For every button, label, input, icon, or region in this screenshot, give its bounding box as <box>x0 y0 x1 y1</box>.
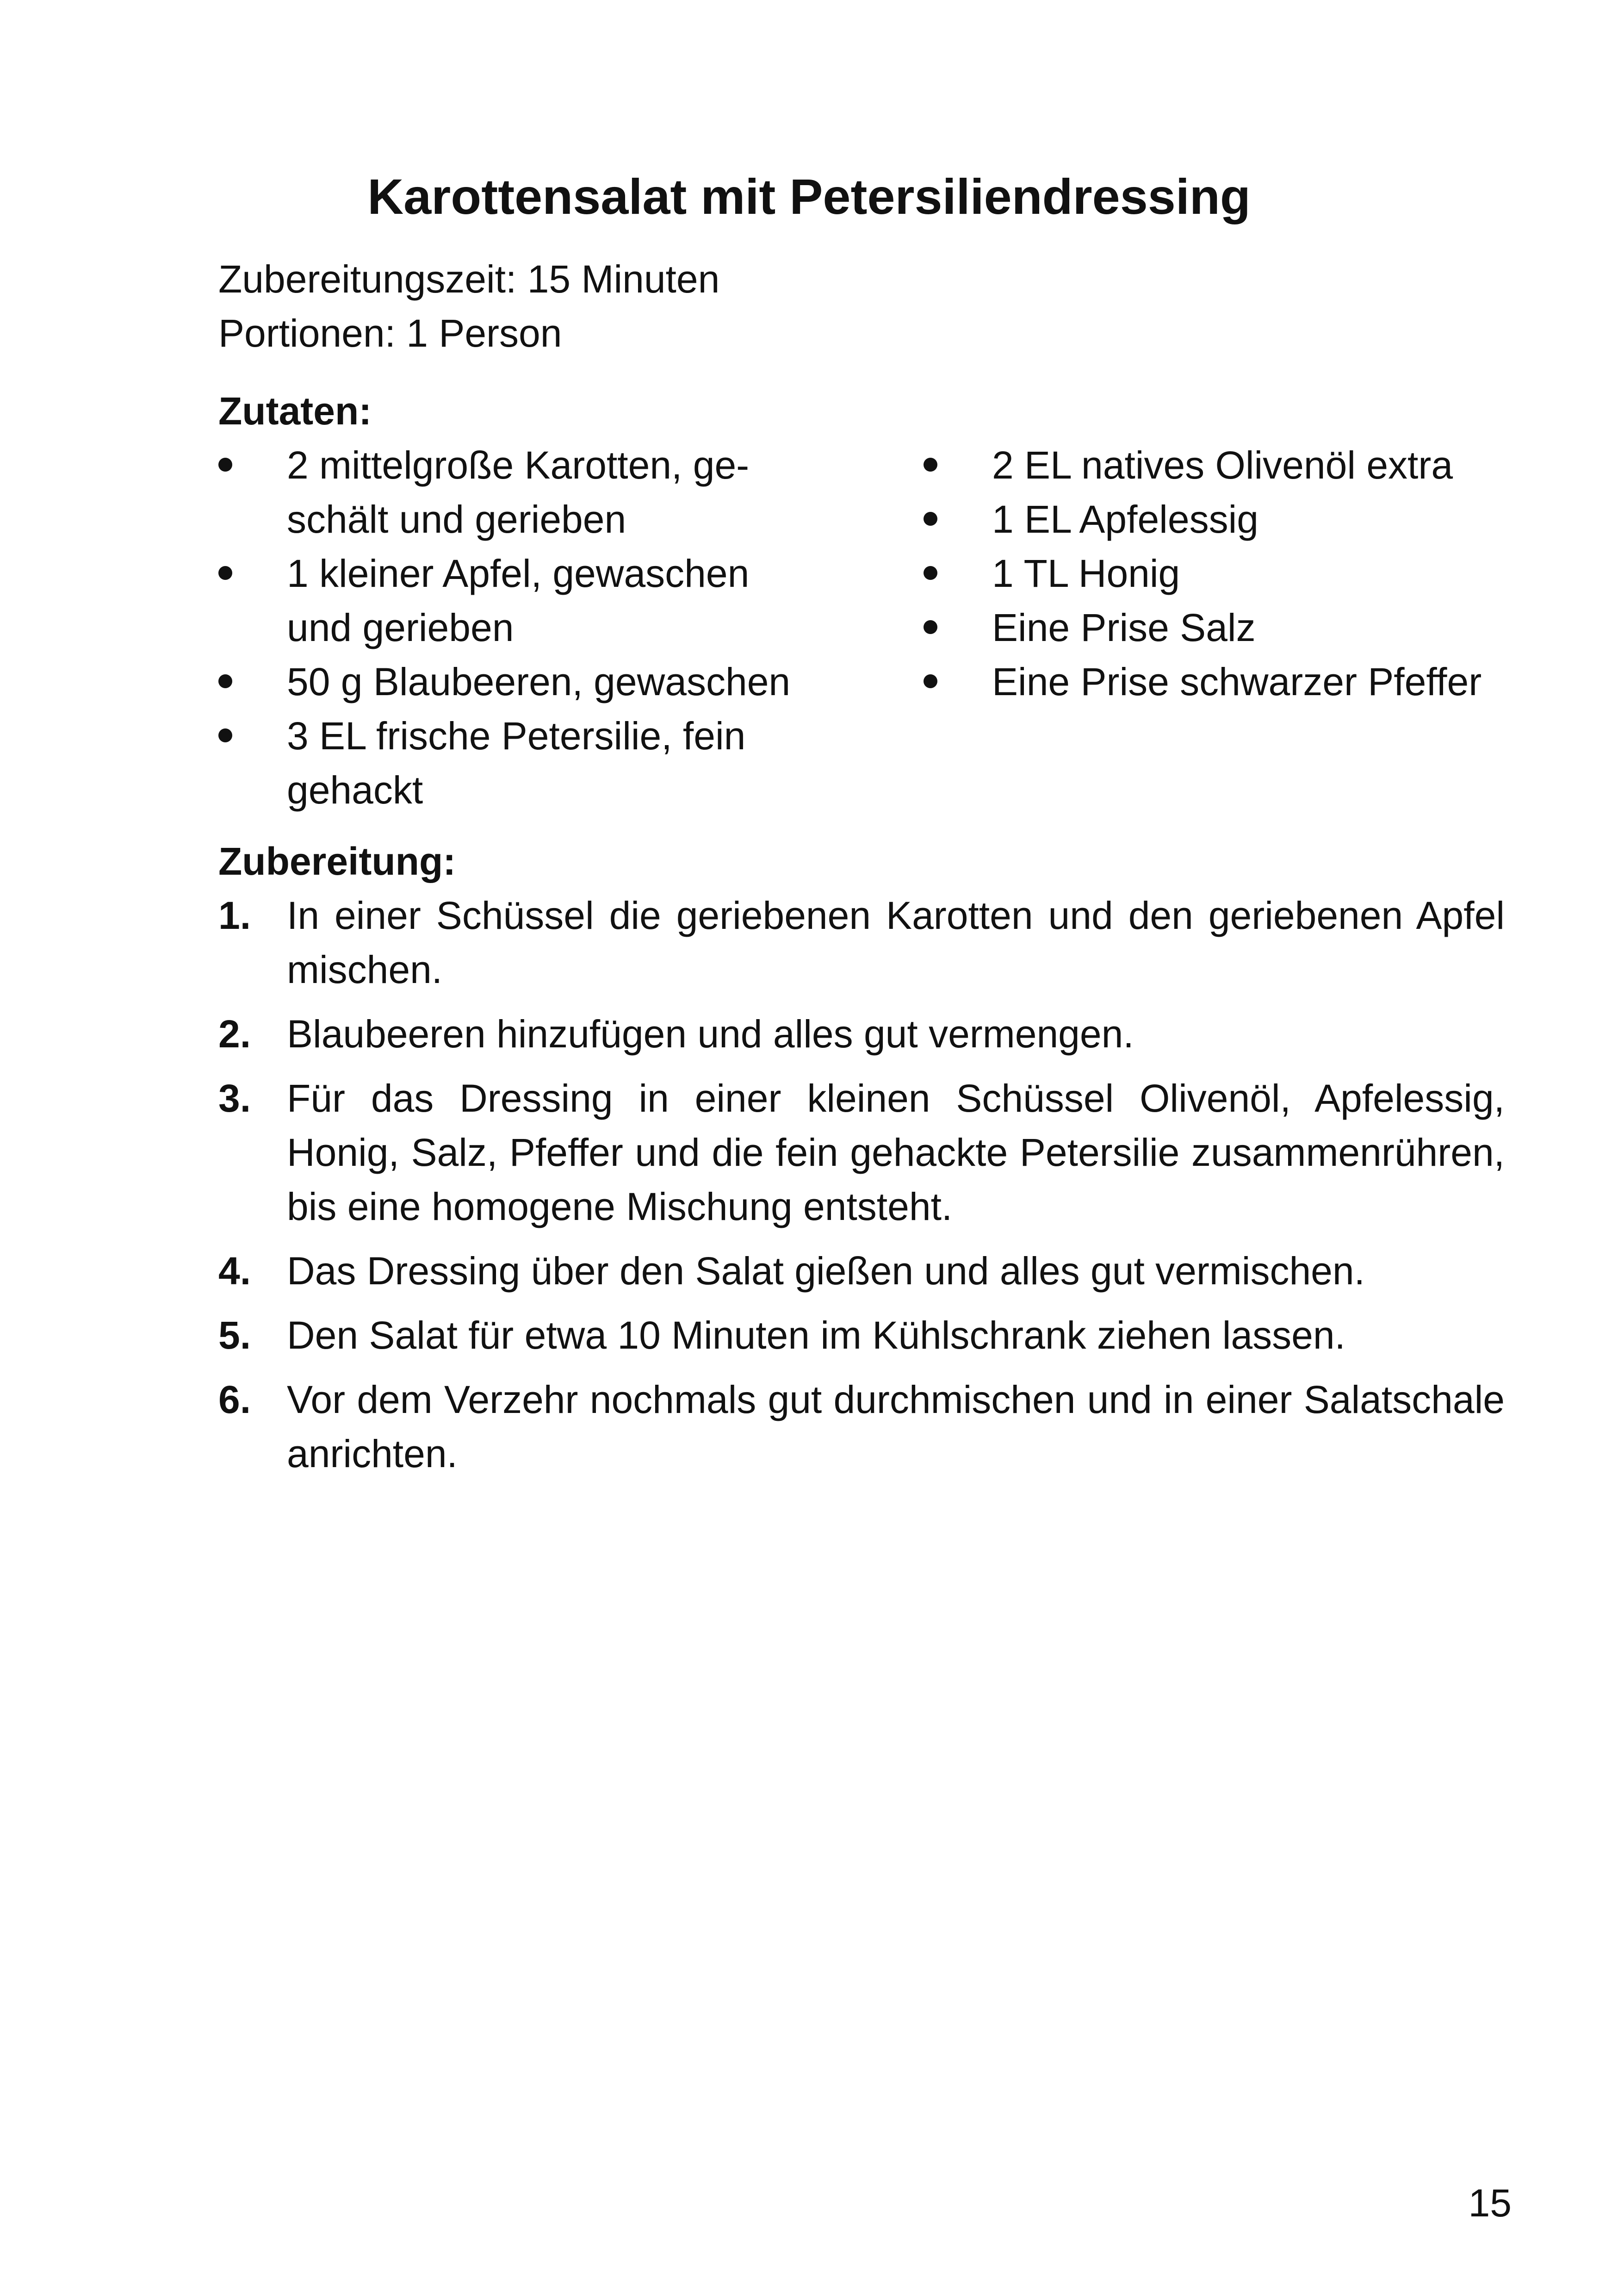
step-text: Das Dressing über den Salat gießen und alles gut vermischen. <box>287 1249 1365 1293</box>
ingredient-item <box>218 438 824 547</box>
step-text: Blaubeeren hinzufügen und alles gut vermengen. <box>287 1012 1134 1056</box>
step-number: 1. <box>218 894 251 937</box>
preparation-heading: Zubereitung: <box>218 840 456 883</box>
bullet-icon <box>924 674 937 688</box>
ingredient-text: Eine Prise Salz <box>992 606 1256 649</box>
ingredient-text: 50 g Blaubeeren, gewaschen <box>287 660 791 703</box>
ingredient-text: 2 mittelgroße Karotten, ge-schält und gerieben <box>287 443 750 541</box>
ingredient-text: 1 TL Honig <box>992 552 1180 595</box>
ingredient-item <box>924 601 1571 655</box>
step-number: 5. <box>218 1313 251 1357</box>
ingredients-heading: Zutaten: <box>218 389 372 433</box>
step-number: 6. <box>218 1378 251 1421</box>
bullet-icon <box>924 620 937 634</box>
ingredient-text: Eine Prise schwarzer Pfeffer <box>992 660 1482 703</box>
ingredients-list-left <box>218 438 820 817</box>
bullet-icon <box>924 566 937 580</box>
step-item <box>218 1071 1505 1234</box>
ingredient-text: 3 EL frische Petersilie, fein gehackt <box>287 714 746 812</box>
step-item <box>218 1308 1505 1363</box>
bullet-icon <box>924 458 937 472</box>
bullet-icon <box>218 728 232 742</box>
ingredient-item <box>924 547 1571 601</box>
ingredient-item <box>218 709 824 817</box>
step-item <box>218 889 1505 997</box>
preparation-steps <box>218 889 1505 1491</box>
ingredient-item <box>218 547 824 655</box>
step-number: 4. <box>218 1249 251 1293</box>
servings: Portionen: 1 Person <box>218 311 562 355</box>
bullet-icon <box>218 566 232 580</box>
ingredient-text: 2 EL natives Olivenöl extra <box>992 443 1453 487</box>
ingredient-text: 1 kleiner Apfel, gewaschen und gerieben <box>287 552 750 649</box>
ingredient-item <box>924 438 1571 492</box>
bullet-icon <box>218 458 232 472</box>
step-text: Vor dem Verzehr nochmals gut durchmischen und in einer Salatschale anrichten. <box>287 1378 1505 1475</box>
step-number: 3. <box>218 1076 251 1120</box>
recipe-meta <box>218 252 719 361</box>
recipe-title: Karottensalat mit Petersiliendressing <box>367 168 1251 224</box>
step-text: Den Salat für etwa 10 Minuten im Kühlschrank ziehen lassen. <box>287 1313 1345 1357</box>
step-item <box>218 1373 1505 1481</box>
step-number: 2. <box>218 1012 251 1056</box>
bullet-icon <box>924 512 937 526</box>
step-item <box>218 1007 1505 1061</box>
step-text: In einer Schüssel die geriebenen Karotten und den geriebenen Apfel mischen. <box>287 894 1505 991</box>
bullet-icon <box>218 674 232 688</box>
step-text: Für das Dressing in einer kleinen Schüssel Olivenöl, Apfelessig, Honig, Salz, Pfeffer und die fein gehackte Petersilie zusammenrühren, bis eine homogene Mischung entsteht. <box>287 1076 1505 1228</box>
ingredient-item <box>218 655 824 709</box>
ingredient-text: 1 EL Apfelessig <box>992 498 1258 541</box>
page-number: 15 <box>1468 2181 1512 2225</box>
ingredient-item <box>924 655 1571 709</box>
step-item <box>218 1244 1505 1298</box>
prep-time: Zubereitungszeit: 15 Minuten <box>218 257 720 301</box>
ingredients-list-right <box>924 438 1571 709</box>
ingredient-item <box>924 492 1571 547</box>
